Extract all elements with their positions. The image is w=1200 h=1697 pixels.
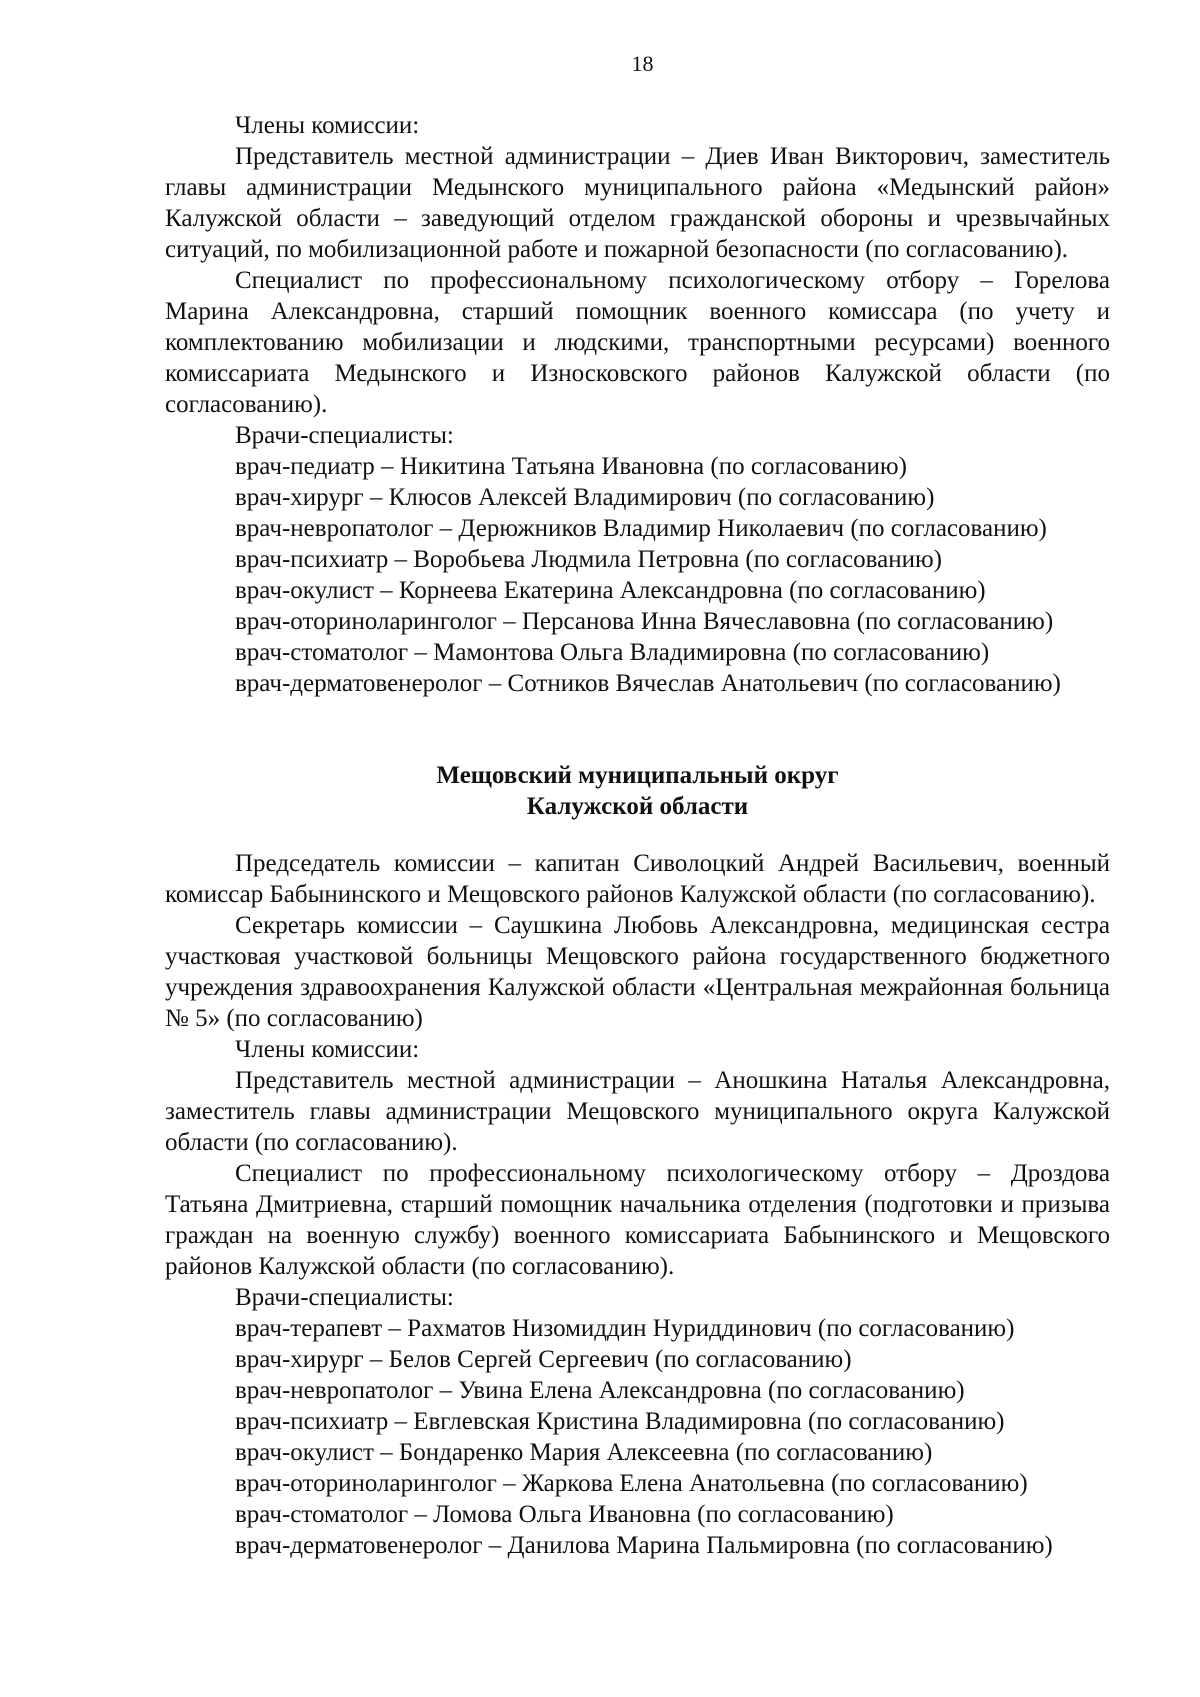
doctor-list-item: врач-стоматолог – Ломова Ольга Ивановна (по согласованию) — [235, 1501, 894, 1528]
psych-selection-specialist: Специалист по профессиональному психологическому отбору – Горелова Марина Александровна, старший помощник военного комиссара (по учету и комплектованию мобилизации и людскими, транспортными ресурсами) военного комиссариата Медынского и Износковского районов Калужской области (по согласованию). — [165, 267, 1110, 418]
local-admin-representative: Представитель местной администрации – Аношкина Наталья Александровна, заместитель главы администрации Мещовского муниципального округа Калужской области (по согласованию). — [165, 1067, 1110, 1156]
members-label: Члены комиссии: — [235, 112, 420, 139]
local-admin-representative: Представитель местной администрации – Диев Иван Викторович, заместитель главы администрации Медынского муниципального района «Медынский район» Калужской области – заведующий отделом гражданской обороны и чрезвычайных ситуаций, по мобилизационной работе и пожарной безопасности (по согласованию). — [165, 143, 1110, 263]
section-heading — [165, 760, 1110, 822]
doctors-label: Врачи-специалисты: — [235, 422, 454, 449]
doctor-list-item: врач-окулист – Корнеева Екатерина Александровна (по согласованию) — [235, 577, 986, 604]
psych-selection-specialist: Специалист по профессиональному психологическому отбору – Дроздова Татьяна Дмитриевна, старший помощник начальника отделения (подготовки и призыва граждан на военную службу) военного комиссариата Бабынинского и Мещовского районов Калужской области (по согласованию). — [165, 1160, 1110, 1280]
doctor-list-item: врач-оториноларинголог – Персанова Инна Вячеславовна (по согласованию) — [235, 608, 1054, 635]
doctor-list-item: врач-терапевт – Рахматов Низомиддин Нуриддинович (по согласованию) — [235, 1315, 1015, 1342]
doctor-list-item: врач-хирург – Белов Сергей Сергеевич (по согласованию) — [235, 1346, 852, 1373]
doctor-list-item: врач-педиатр – Никитина Татьяна Ивановна (по согласованию) — [235, 453, 907, 480]
section-heading-line1: Мещовский муниципальный округ — [436, 762, 839, 789]
doctor-list-item: врач-окулист – Бондаренко Мария Алексеевна (по согласованию) — [235, 1439, 933, 1466]
section-medynsky — [165, 110, 1110, 699]
doctors-label: Врачи-специалисты: — [235, 1284, 454, 1311]
doctor-list-item: врач-стоматолог – Мамонтова Ольга Владимировна (по согласованию) — [235, 639, 990, 666]
doctor-list-item: врач-дерматовенеролог – Сотников Вячеслав Анатольевич (по согласованию) — [235, 670, 1061, 697]
doctor-list-item: врач-оториноларинголог – Жаркова Елена Анатольевна (по согласованию) — [235, 1470, 1028, 1497]
doctor-list-item: врач-невропатолог – Увина Елена Александровна (по согласованию) — [235, 1377, 965, 1404]
page-number: 18 — [631, 51, 654, 76]
commission-secretary: Секретарь комиссии – Саушкина Любовь Александровна, медицинская сестра участковая участковой больницы Мещовского района государственного бюджетного учреждения здравоохранения Калужской области «Центральная межрайонная больница № 5» (по согласованию) — [165, 912, 1110, 1032]
doctor-list-item: врач-хирург – Клюсов Алексей Владимирович (по согласованию) — [235, 484, 935, 511]
doctor-list-item: врач-дерматовенеролог – Данилова Марина Пальмировна (по согласованию) — [235, 1532, 1053, 1559]
section-meshchovsky — [165, 848, 1110, 1561]
members-label: Члены комиссии: — [235, 1036, 420, 1063]
section-heading-line2: Калужской области — [526, 793, 749, 820]
commission-chairman: Председатель комиссии – капитан Сиволоцкий Андрей Васильевич, военный комиссар Бабынинского и Мещовского районов Калужской области (по согласованию). — [165, 850, 1110, 908]
doctor-list-item: врач-психиатр – Воробьева Людмила Петровна (по согласованию) — [235, 546, 942, 573]
doctor-list-item: врач-невропатолог – Дерюжников Владимир Николаевич (по согласованию) — [235, 515, 1047, 542]
doctor-list-item: врач-психиатр – Евглевская Кристина Владимировна (по согласованию) — [235, 1408, 1005, 1435]
